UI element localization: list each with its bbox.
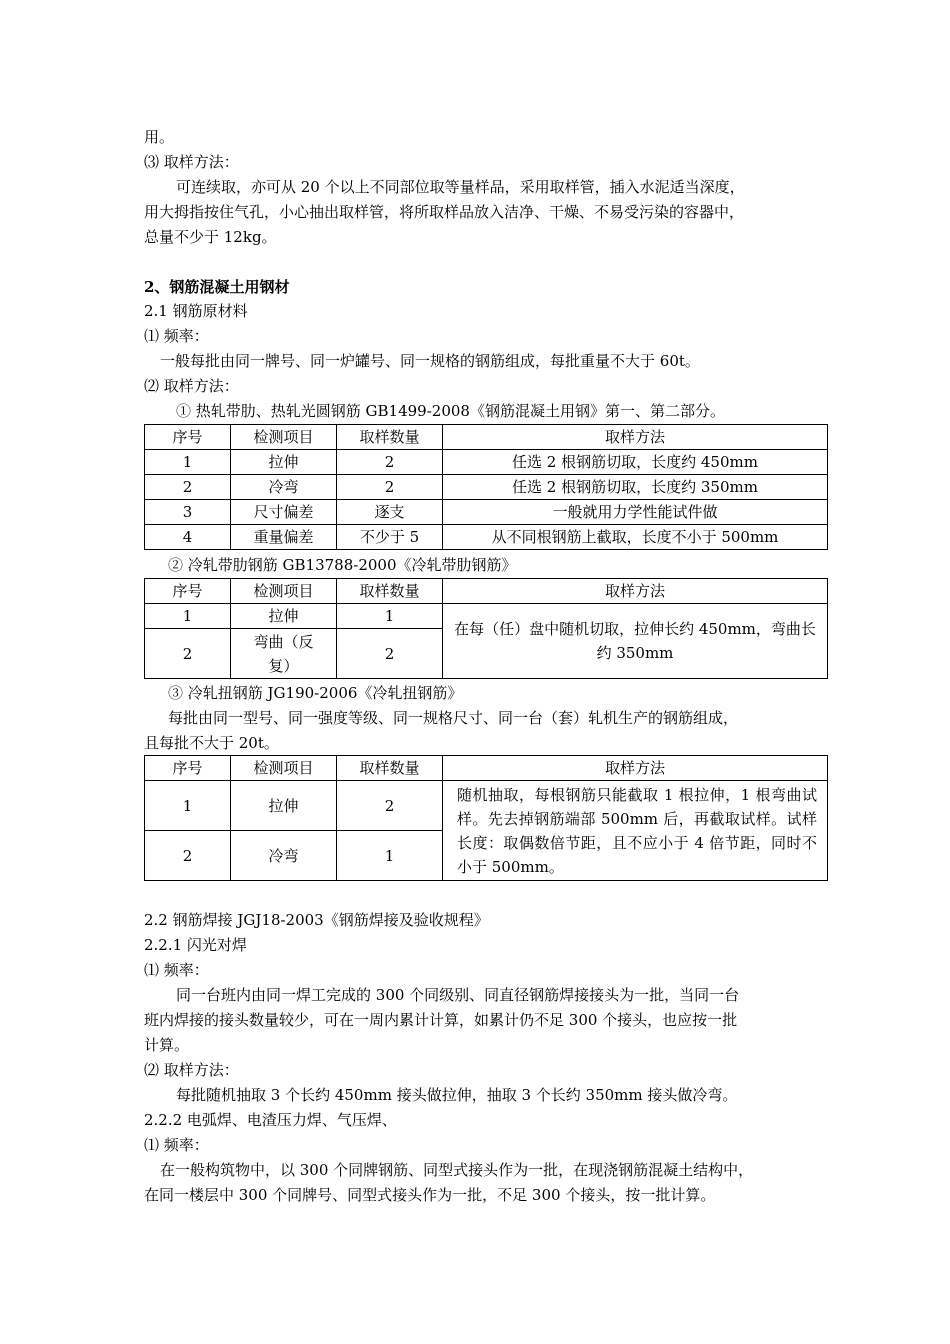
table-cell: 拉伸 <box>231 781 337 831</box>
text-line: 同一台班内由同一焊工完成的 300 个同级别、同直径钢筋焊接接头为一批，当同一台 <box>176 986 740 1004</box>
table-row <box>145 525 828 550</box>
header-cell: 取样数量 <box>337 425 443 450</box>
table-row <box>145 781 828 831</box>
table-cell: 2 <box>145 831 231 881</box>
table-cell: 2 <box>145 629 231 679</box>
header-cell: 取样方法 <box>443 425 828 450</box>
table-cell: 冷弯 <box>231 475 337 500</box>
table-cell: 1 <box>145 781 231 831</box>
text-line: 班内焊接的接头数量较少，可在一周内累计计算，如累计仍不足 300 个接头，也应按一批 <box>144 1011 738 1029</box>
table-header-row <box>145 579 828 604</box>
table-cell: 3 <box>145 500 231 525</box>
table-caption: ② 冷轧带肋钢筋 GB13788-2000《冷轧带肋钢筋》 <box>168 556 517 574</box>
table-header-row <box>145 756 828 781</box>
table-cell: 重量偏差 <box>231 525 337 550</box>
table-row <box>145 500 828 525</box>
subsection-heading: 2.2 钢筋焊接 JGJ18-2003《钢筋焊接及验收规程》 <box>144 911 489 929</box>
text-line: 可连续取，亦可从 20 个以上不同部位取等量样品，采用取样管，插入水泥适当深度， <box>176 178 745 196</box>
table-cell: 弯曲（反复） <box>231 629 337 679</box>
text-line: 每批由同一型号、同一强度等级、同一规格尺寸、同一台（套）轧机生产的钢筋组成， <box>168 709 739 727</box>
table-cell: 1 <box>337 831 443 881</box>
header-cell: 检测项目 <box>231 425 337 450</box>
table-header-row <box>145 425 828 450</box>
table-cold-rolled-twisted <box>144 755 828 881</box>
text-line: 计算。 <box>144 1036 190 1054</box>
frequency-heading: ⑴ 频率： <box>144 327 209 345</box>
text-line: 用大拇指按住气孔，小心抽出取样管，将所取样品放入洁净、干燥、不易受污染的容器中， <box>144 203 745 221</box>
header-cell: 序号 <box>145 756 231 781</box>
header-cell: 检测项目 <box>231 579 337 604</box>
header-cell: 序号 <box>145 579 231 604</box>
table-cell: 2 <box>337 629 443 679</box>
text-line: 在一般构筑物中，以 300 个同牌钢筋、同型式接头作为一批，在现浇钢筋混凝土结构中， <box>160 1161 754 1179</box>
table-row <box>145 475 828 500</box>
header-cell: 序号 <box>145 425 231 450</box>
header-cell: 取样方法 <box>443 579 828 604</box>
sampling-method-heading: ⑵ 取样方法： <box>144 377 239 395</box>
table-caption: ① 热轧带肋、热轧光圆钢筋 GB1499-2008《钢筋混凝土用钢》第一、第二部分。 <box>176 402 725 420</box>
table-row <box>145 604 828 629</box>
table-hot-rolled <box>144 424 828 550</box>
table-cell: 2 <box>145 475 231 500</box>
table-cell: 拉伸 <box>231 450 337 475</box>
table-cell: 拉伸 <box>231 604 337 629</box>
sampling-method-heading: ⑵ 取样方法： <box>144 1061 239 1079</box>
table-cell: 2 <box>337 475 443 500</box>
sampling-method-heading: ⑶ 取样方法： <box>144 153 239 171</box>
header-cell: 取样数量 <box>337 756 443 781</box>
table-cell: 2 <box>337 781 443 831</box>
header-cell: 检测项目 <box>231 756 337 781</box>
table-caption: ③ 冷轧扭钢筋 JG190-2006《冷轧扭钢筋》 <box>168 684 463 702</box>
table-cell: 尺寸偏差 <box>231 500 337 525</box>
table-cell: 任选 2 根钢筋切取，长度约 450mm <box>443 450 828 475</box>
table-cell: 不少于 5 <box>337 525 443 550</box>
table-cell: 1 <box>145 604 231 629</box>
text-line: 且每批不大于 20t。 <box>144 734 279 752</box>
table-cell-method: 随机抽取，每根钢筋只能截取 1 根拉伸，1 根弯曲试样。先去掉钢筋端部 500mm 后，再截取试样。试样长度：取偶数倍节距，且不应小于 4 倍节距，同时不小于 500mm。 <box>443 781 828 881</box>
text-line: 每批随机抽取 3 个长约 450mm 接头做拉伸，抽取 3 个长约 350mm 接头做冷弯。 <box>176 1086 738 1104</box>
section-heading: 2、钢筋混凝土用钢材 <box>144 278 290 296</box>
table-cell: 一般就用力学性能试件做 <box>443 500 828 525</box>
table-cell: 1 <box>145 450 231 475</box>
table-cell: 4 <box>145 525 231 550</box>
subsection-heading: 2.2.2 电弧焊、电渣压力焊、气压焊、 <box>144 1111 397 1129</box>
table-cell: 逐支 <box>337 500 443 525</box>
table-cell: 任选 2 根钢筋切取，长度约 350mm <box>443 475 828 500</box>
text-line: 在同一楼层中 300 个同牌号、同型式接头作为一批，不足 300 个接头，按一批计算。 <box>144 1186 716 1204</box>
header-cell: 取样方法 <box>443 756 828 781</box>
text-line: 总量不少于 12kg。 <box>144 228 277 246</box>
table-cell-method: 在每（任）盘中随机切取，拉伸长约 450mm，弯曲长约 350mm <box>443 604 828 679</box>
frequency-heading: ⑴ 频率： <box>144 961 209 979</box>
table-cold-rolled-ribbed <box>144 578 828 679</box>
table-cell: 从不同根钢筋上截取，长度不小于 500mm <box>443 525 828 550</box>
frequency-heading: ⑴ 频率： <box>144 1136 209 1154</box>
text-line: 一般每批由同一牌号、同一炉罐号、同一规格的钢筋组成，每批重量不大于 60t。 <box>160 352 700 370</box>
text-line: 用。 <box>144 128 175 146</box>
table-row <box>145 450 828 475</box>
subsection-heading: 2.1 钢筋原材料 <box>144 302 248 320</box>
table-cell: 1 <box>337 604 443 629</box>
header-cell: 取样数量 <box>337 579 443 604</box>
table-cell: 2 <box>337 450 443 475</box>
subsection-heading: 2.2.1 闪光对焊 <box>144 936 247 954</box>
table-cell: 冷弯 <box>231 831 337 881</box>
